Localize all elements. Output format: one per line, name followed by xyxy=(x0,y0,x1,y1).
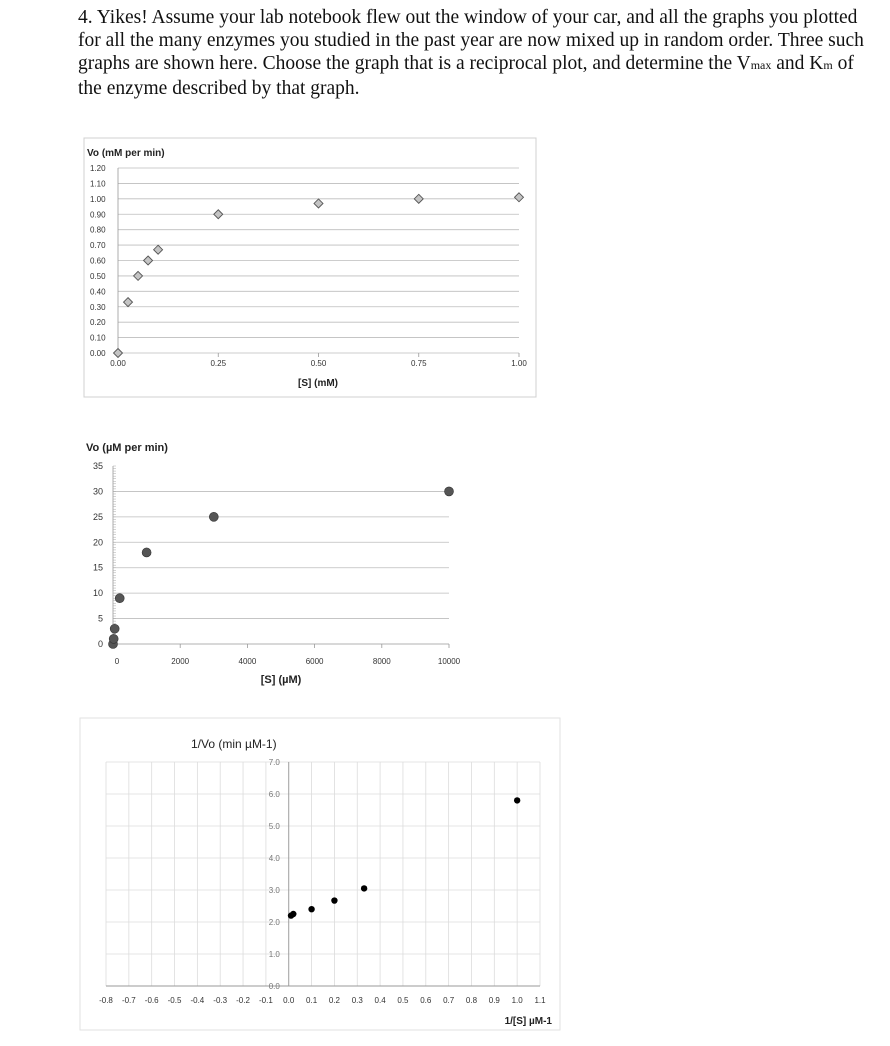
chart-3-xtick-label: -0.1 xyxy=(258,996,273,1005)
chart-2-ytick-label: 15 xyxy=(92,562,103,573)
chart-2-xtick-label: 10000 xyxy=(437,657,461,666)
chart-2 xyxy=(86,442,461,686)
chart-3-ytick-label: 6.0 xyxy=(268,790,280,799)
chart-3-xtick-label: 0.4 xyxy=(374,996,386,1005)
chart-3-xtick-label: 0.1 xyxy=(306,996,318,1005)
chart-3-point xyxy=(308,906,314,912)
chart-3-ytick-label: 0.0 xyxy=(268,982,280,991)
chart-1-xtick-label: 1.00 xyxy=(511,359,527,368)
chart-2-xtick-label: 0 xyxy=(114,657,120,666)
chart-2-point xyxy=(115,594,124,603)
chart-1-xtick-label: 0.25 xyxy=(210,359,227,368)
chart-2-ytick-label: 25 xyxy=(92,511,103,522)
chart-1-point xyxy=(144,256,153,265)
chart-1-points xyxy=(114,193,524,358)
chart-3-xtick-label: 0.7 xyxy=(443,996,455,1005)
chart-3-point xyxy=(361,885,367,891)
chart-3-tick-labels xyxy=(99,758,546,1005)
chart-3-xtick-label: 0.2 xyxy=(328,996,340,1005)
chart-1-ytick-label: 0.30 xyxy=(90,302,106,312)
chart-3-ytick-label: 5.0 xyxy=(268,822,280,831)
chart-1-ytick-label: 0.50 xyxy=(90,271,106,281)
chart-2-ytick-label: 10 xyxy=(92,588,103,599)
chart-1-ytick-label: 0.80 xyxy=(90,225,106,235)
chart-3-xtick-label: 0.9 xyxy=(488,996,500,1005)
chart-2-xtick-label: 2000 xyxy=(171,657,190,666)
chart-3-xtick-label: -0.4 xyxy=(190,996,205,1005)
chart-1-ytick-label: 0.70 xyxy=(90,241,106,251)
chart-2-point xyxy=(142,548,151,557)
chart-3-xtick-label: -0.7 xyxy=(121,996,136,1005)
chart-3-xtick-label: -0.2 xyxy=(236,996,250,1005)
chart-3-xtick-label: 1.1 xyxy=(534,996,546,1005)
chart-1-ylabel: Vo (mM per min) xyxy=(87,148,165,159)
chart-3-ytick-label: 2.0 xyxy=(268,918,280,927)
chart-2-ytick-label: 35 xyxy=(92,461,103,471)
chart-1-xlabel: [S] (mM) xyxy=(298,378,338,389)
chart-3-xtick-label: -0.5 xyxy=(167,996,182,1005)
chart-1-xtick-label: 0.00 xyxy=(110,359,126,368)
chart-3-gridlines xyxy=(106,762,540,986)
chart-1-point xyxy=(124,298,133,307)
chart-1-ytick-label: 0.10 xyxy=(90,333,106,343)
chart-1-point xyxy=(214,210,223,219)
chart-3-point xyxy=(290,911,296,917)
chart-3-xtick-label: 0.3 xyxy=(351,996,363,1005)
chart-2-xtick-label: 4000 xyxy=(238,657,257,666)
vmax-subscript: max xyxy=(750,58,772,72)
chart-1-ytick-label: 0.60 xyxy=(90,256,106,266)
chart-1-xtick-label: 0.50 xyxy=(310,359,327,368)
chart-3-xlabel: 1/[S] µM-1 xyxy=(504,1016,552,1027)
chart-2-xtick-label: 6000 xyxy=(305,657,324,666)
chart-2-gridlines xyxy=(113,466,449,648)
chart-2-point xyxy=(445,487,454,496)
chart-3-xtick-label: 0.0 xyxy=(283,996,295,1005)
chart-1-ytick-label: 0.00 xyxy=(90,349,106,358)
chart-1-point xyxy=(314,199,323,208)
chart-3-ytick-label: 1.0 xyxy=(268,950,280,959)
chart-2-ytick-label: 30 xyxy=(92,486,103,497)
chart-3-ylabel: 1/Vo (min µM-1) xyxy=(191,737,277,751)
chart-3-ytick-label: 3.0 xyxy=(268,886,280,895)
chart-2-ylabel: Vo (µM per min) xyxy=(86,442,168,454)
chart-1-ytick-label: 1.00 xyxy=(90,194,106,204)
chart-3-xtick-label: 0.6 xyxy=(420,996,432,1005)
chart-2-ytick-label: 5 xyxy=(97,613,103,624)
chart-3-ytick-label: 4.0 xyxy=(268,854,280,863)
chart-2-xlabel: [S] (µM) xyxy=(260,674,302,686)
chart-1-ytick-label: 1.10 xyxy=(90,179,106,189)
chart-1-point xyxy=(134,271,143,280)
chart-1-point xyxy=(154,245,163,254)
chart-2-ytick-label: 0 xyxy=(97,639,103,649)
chart-3-xtick-label: 0.5 xyxy=(397,996,409,1005)
chart-3-xtick-label: -0.8 xyxy=(99,996,113,1005)
chart-2-point xyxy=(209,512,218,521)
chart-1-xtick-label: 0.75 xyxy=(410,359,427,368)
chart-1-ytick-label: 0.20 xyxy=(90,318,106,328)
chart-3 xyxy=(80,718,560,1030)
chart-2-ytick-label: 20 xyxy=(92,537,103,548)
chart-1-ytick-label: 0.40 xyxy=(90,287,106,297)
km-subscript: m xyxy=(823,58,833,72)
chart-1 xyxy=(84,138,536,397)
chart-3-xtick-label: 0.8 xyxy=(465,996,478,1005)
question-suffix: of the enzyme described by that graph. xyxy=(78,53,854,99)
chart-3-ytick-label: 7.0 xyxy=(268,758,280,767)
chart-3-point xyxy=(514,797,520,803)
chart-3-xtick-label: -0.3 xyxy=(213,996,228,1005)
chart-1-gridlines xyxy=(118,168,519,357)
chart-1-ytick-label: 1.20 xyxy=(90,164,106,173)
chart-2-point xyxy=(110,624,119,633)
chart-3-point xyxy=(331,897,337,903)
chart-3-xtick-label: 1.0 xyxy=(511,996,523,1005)
chart-3-xtick-label: -0.6 xyxy=(144,996,159,1005)
chart-1-point xyxy=(414,194,423,203)
chart-1-point xyxy=(114,349,123,358)
question-middle: and K xyxy=(771,53,824,74)
chart-2-xtick-label: 8000 xyxy=(372,657,391,666)
chart-1-ytick-label: 0.90 xyxy=(90,210,106,220)
question-prefix: 4. Yikes! Assume your lab notebook flew out the window of your car, and all the graphs you plotted for all the many enzymes you studied in the past year are now mixed up in random order. Three such graphs are shown here. Choose the graph that is a reciprocal plot, and determine the V xyxy=(78,7,864,74)
chart-1-point xyxy=(515,193,524,202)
chart-2-point xyxy=(109,634,118,643)
